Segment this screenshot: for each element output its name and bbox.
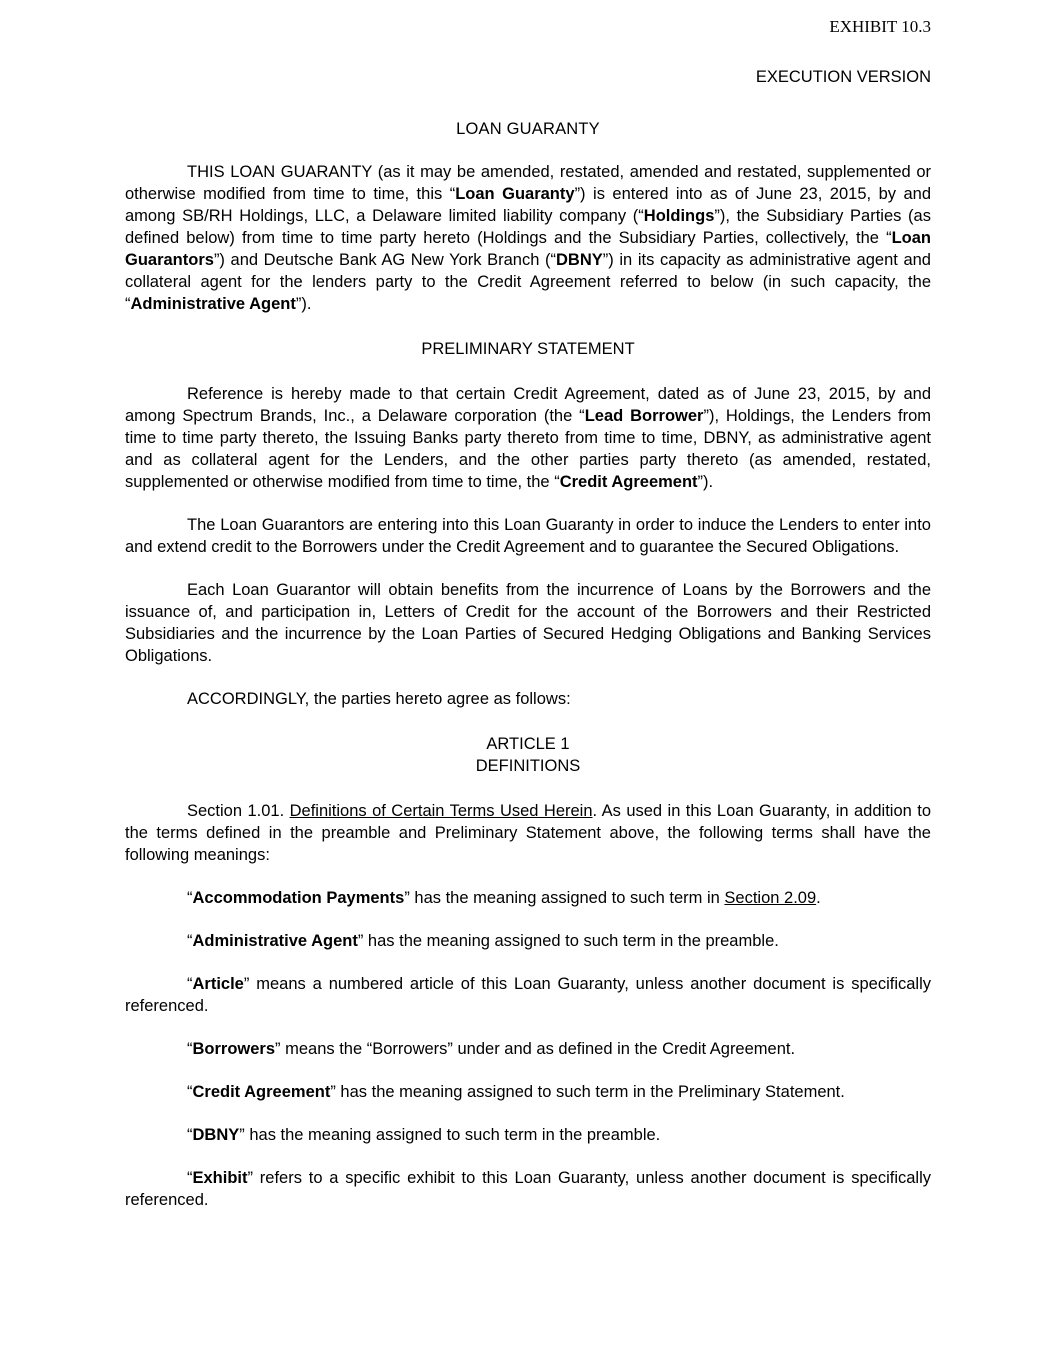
text-run: .	[816, 889, 821, 907]
heading-line: DEFINITIONS	[475, 757, 581, 775]
text-run: ” refers to a specific exhibit to this Loan Guaranty, unless another document is specifically referenced.	[125, 1169, 931, 1209]
defined-term: Credit Agreement	[192, 1083, 331, 1101]
paragraph	[125, 1038, 931, 1060]
text-run: “	[187, 932, 193, 950]
text-run: ”) in its capacity as administrative agent and collateral agent for the lenders party to the Credit Agreement referred to below (in such capacity, the “	[125, 251, 931, 313]
paragraph	[125, 161, 931, 315]
cross-reference: Section 2.09	[724, 889, 817, 907]
defined-term: Administrative Agent	[192, 932, 358, 950]
exhibit-label: EXHIBIT 10.3	[829, 17, 931, 36]
defined-term: Borrowers	[192, 1040, 276, 1058]
execution-version-label: EXECUTION VERSION	[755, 68, 931, 86]
text-run: “	[187, 889, 193, 907]
paragraph	[125, 383, 931, 493]
paragraph	[125, 514, 931, 558]
text-run: THIS LOAN GUARANTY (as it may be amended, restated, amended and restated, supplemented or otherwise modified from time to time, this “	[125, 163, 931, 203]
cross-reference: Definitions of Certain Terms Used Herein	[289, 802, 593, 820]
text-run: “	[187, 1040, 193, 1058]
paragraph	[125, 1167, 931, 1211]
defined-term: Credit Agreement	[559, 473, 698, 491]
document-title: LOAN GUARANTY	[456, 120, 600, 138]
defined-term: Exhibit	[192, 1169, 248, 1187]
section-heading	[125, 338, 931, 360]
text-run: ” has the meaning assigned to such term in the preamble.	[357, 932, 779, 950]
paragraph	[125, 887, 931, 909]
text-run: Reference is hereby made to that certain Credit Agreement, dated as of June 23, 2015, by and among Spectrum Brands, Inc., a Delaware corporation (the “	[125, 385, 931, 425]
paragraph	[125, 930, 931, 952]
text-run: “	[187, 1126, 193, 1144]
text-run: ” means the “Borrowers” under and as defined in the Credit Agreement.	[275, 1040, 796, 1058]
defined-term: Loan Guaranty	[455, 185, 575, 203]
defined-term: Lead Borrower	[584, 407, 704, 425]
defined-term: Article	[192, 975, 244, 993]
paragraph	[125, 579, 931, 667]
text-run: ”), Holdings, the Lenders from time to time party thereto, the Issuing Banks party thereto from time to time, DBNY, as administrative agent and as collateral agent for the Lenders, and the other parties party thereto (as amended, restated, supplemented or otherwise modified from time to time, the “	[125, 407, 931, 491]
defined-term: Holdings	[643, 207, 715, 225]
text-run: The Loan Guarantors are entering into this Loan Guaranty in order to induce the Lenders to enter into and extend credit to the Borrowers under the Credit Agreement and to guarantee the Secured Obligations.	[125, 516, 931, 556]
paragraph	[125, 800, 931, 866]
text-run: ”), the Subsidiary Parties (as defined below) from time to time party hereto (Holdings and the Subsidiary Parties, collectively, the “	[125, 207, 931, 247]
text-run: Section 1.01.	[187, 802, 290, 820]
defined-term: Accommodation Payments	[192, 889, 405, 907]
text-run: ” means a numbered article of this Loan Guaranty, unless another document is specifically referenced.	[125, 975, 931, 1015]
text-run: ”) is entered into as of June 23, 2015, by and among SB/RH Holdings, LLC, a Delaware limited liability company (“	[125, 185, 932, 225]
paragraph	[125, 1124, 931, 1146]
text-run: ” has the meaning assigned to such term in the Preliminary Statement.	[330, 1083, 845, 1101]
section-heading	[125, 733, 931, 777]
text-run: ” has the meaning assigned to such term in	[404, 889, 725, 907]
paragraph	[125, 688, 931, 710]
defined-term: DBNY	[556, 251, 603, 269]
text-run: “	[187, 1083, 193, 1101]
text-run: ACCORDINGLY, the parties hereto agree as follows:	[187, 690, 571, 708]
document-body	[125, 161, 931, 1211]
text-run: “	[187, 975, 193, 993]
defined-term: DBNY	[192, 1126, 240, 1144]
defined-term: Administrative Agent	[130, 295, 296, 313]
text-run: ”).	[295, 295, 312, 313]
text-run: ”).	[697, 473, 714, 491]
text-run: . As used in this Loan Guaranty, in addition to the terms defined in the preamble and Preliminary Statement above, the following terms shall have the following meanings:	[125, 802, 931, 864]
text-run: Each Loan Guarantor will obtain benefits from the incurrence of Loans by the Borrowers and the issuance of, and participation in, Letters of Credit for the account of the Borrowers and their Restricted Subsidiaries and the incurrence by the Loan Parties of Secured Hedging Obligations and Banking Services Obligations.	[125, 581, 931, 665]
text-run: ” has the meaning assigned to such term in the preamble.	[239, 1126, 661, 1144]
defined-term: Loan Guarantors	[125, 229, 931, 269]
text-run: ”) and Deutsche Bank AG New York Branch (“	[213, 251, 557, 269]
heading-line: ARTICLE 1	[486, 735, 570, 753]
text-run: “	[187, 1169, 193, 1187]
heading-line: PRELIMINARY STATEMENT	[421, 340, 635, 358]
paragraph	[125, 973, 931, 1017]
paragraph	[125, 1081, 931, 1103]
